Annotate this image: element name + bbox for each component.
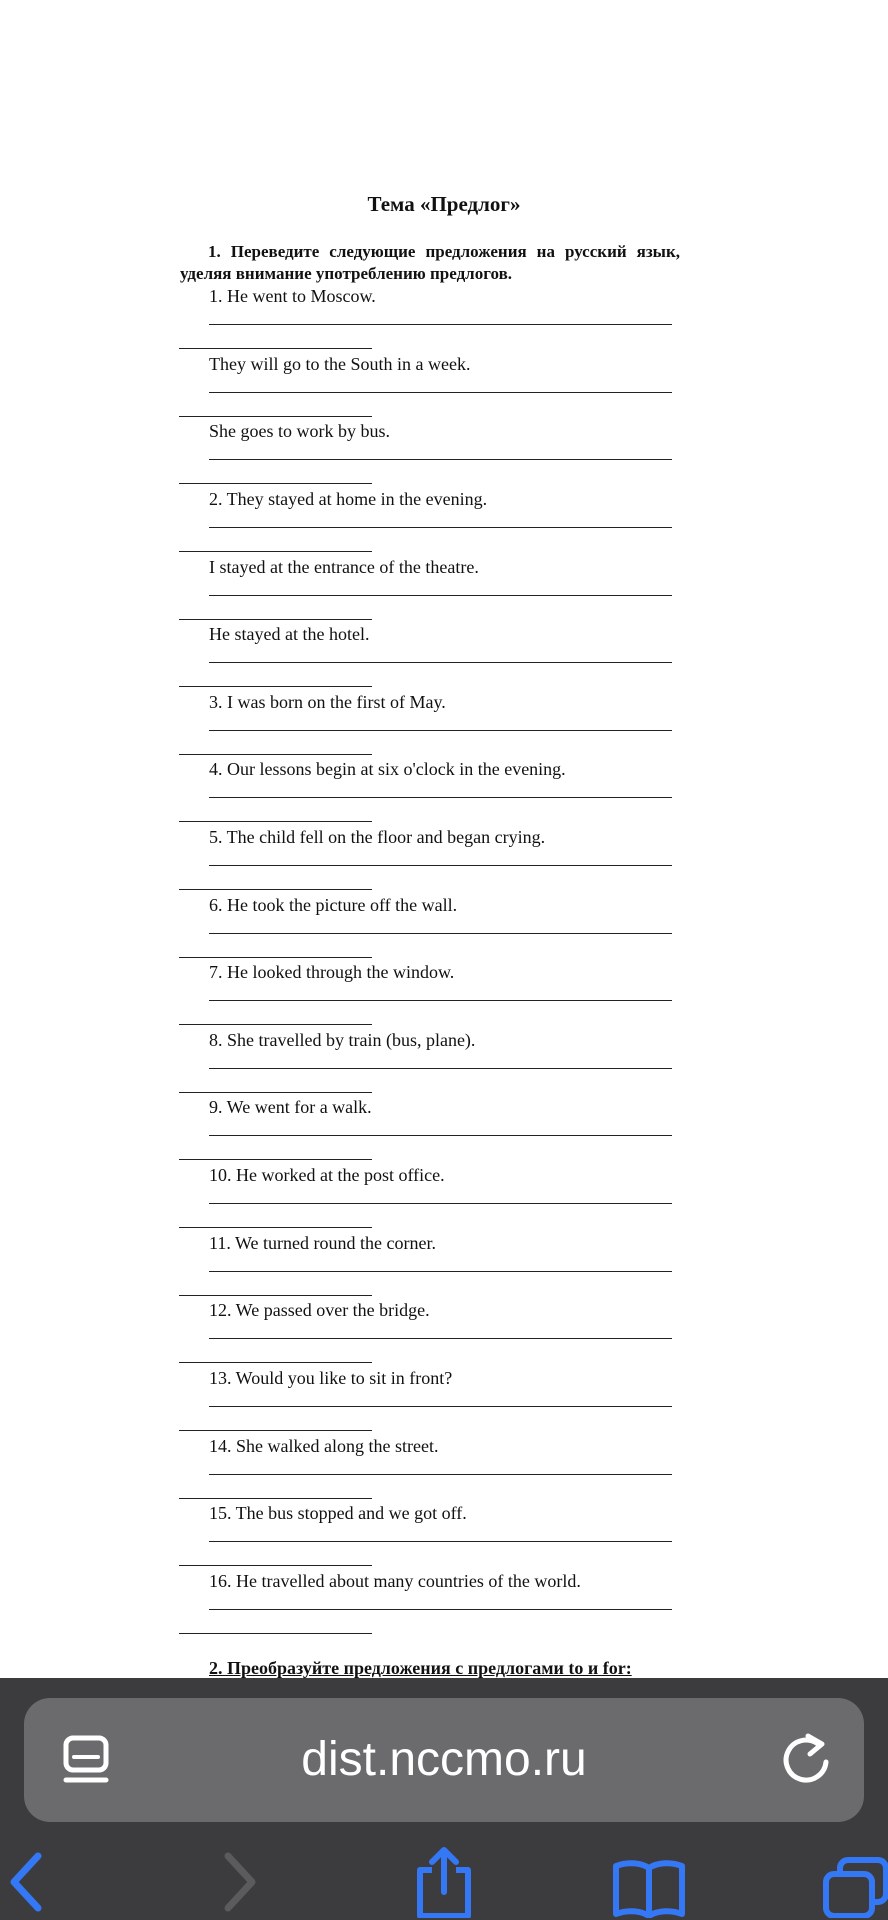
answer-line bbox=[209, 1609, 672, 1610]
list-item bbox=[0, 1436, 888, 1504]
bookmarks-icon[interactable] bbox=[612, 1858, 686, 1918]
list-item bbox=[0, 286, 888, 354]
answer-line bbox=[209, 1474, 672, 1475]
sentence-text: 7. He looked through the window. bbox=[209, 962, 455, 982]
answer-line bbox=[209, 730, 672, 731]
sentence-text: 10. He worked at the post office. bbox=[209, 1165, 445, 1185]
sentence-text: I stayed at the entrance of the theatre. bbox=[209, 557, 479, 577]
answer-line bbox=[179, 754, 372, 755]
answer-line bbox=[209, 1338, 672, 1339]
list-item bbox=[0, 624, 888, 692]
section-2-heading: 2. Преобразуйте предложения с предлогами to и for: bbox=[209, 1658, 632, 1678]
list-item bbox=[0, 1233, 888, 1301]
list-item bbox=[0, 962, 888, 1030]
list-item bbox=[0, 1300, 888, 1368]
list-item bbox=[0, 692, 888, 760]
answer-line bbox=[179, 619, 372, 620]
answer-line bbox=[179, 416, 372, 417]
url-text[interactable]: dist.nccmo.ru bbox=[301, 1733, 587, 1786]
answer-line bbox=[179, 1498, 372, 1499]
list-item bbox=[0, 354, 888, 422]
list-item bbox=[0, 827, 888, 895]
answer-line bbox=[209, 1135, 672, 1136]
sentence-text: 3. I was born on the first of May. bbox=[209, 692, 446, 712]
answer-line bbox=[209, 1271, 672, 1272]
sentence-text: 11. We turned round the corner. bbox=[209, 1233, 436, 1253]
sentence-text: 8. She travelled by train (bus, plane). bbox=[209, 1030, 476, 1050]
sentence-text: 14. She walked along the street. bbox=[209, 1436, 439, 1456]
list-item bbox=[0, 1097, 888, 1165]
list-item bbox=[0, 489, 888, 557]
answer-line bbox=[209, 1541, 672, 1542]
browser-toolbar bbox=[0, 1678, 888, 1920]
list-item bbox=[0, 759, 888, 827]
list-item bbox=[0, 895, 888, 963]
sentence-text: 13. Would you like to sit in front? bbox=[209, 1368, 453, 1388]
answer-line bbox=[179, 1430, 372, 1431]
page-title: Тема «Предлог» bbox=[367, 192, 521, 216]
answer-line bbox=[179, 1092, 372, 1093]
answer-line bbox=[179, 1024, 372, 1025]
sentence-text: 6. He took the picture off the wall. bbox=[209, 895, 458, 915]
answer-line bbox=[209, 933, 672, 934]
answer-line bbox=[179, 1295, 372, 1296]
list-item bbox=[0, 1571, 888, 1639]
sentence-text: 15. The bus stopped and we got off. bbox=[209, 1503, 467, 1523]
sentence-text: 16. He travelled about many countries of the world. bbox=[209, 1571, 581, 1591]
answer-line bbox=[179, 821, 372, 822]
list-item bbox=[0, 421, 888, 489]
exercise-instruction: 1. Переведите следующие предложения на русский язык, уделяя внимание употреблению предлогов. bbox=[180, 242, 680, 283]
answer-line bbox=[209, 392, 672, 393]
answer-line bbox=[179, 348, 372, 349]
sentence-text: 12. We passed over the bridge. bbox=[209, 1300, 430, 1320]
sentence-text: They will go to the South in a week. bbox=[209, 354, 471, 374]
answer-line bbox=[209, 527, 672, 528]
answer-line bbox=[209, 1000, 672, 1001]
list-item bbox=[0, 1503, 888, 1571]
answer-line bbox=[209, 797, 672, 798]
answer-line bbox=[209, 459, 672, 460]
answer-line bbox=[209, 1406, 672, 1407]
sentence-text: 9. We went for a walk. bbox=[209, 1097, 372, 1117]
answer-line bbox=[209, 324, 672, 325]
answer-line bbox=[179, 1362, 372, 1363]
answer-line bbox=[179, 1159, 372, 1160]
tabs-icon[interactable] bbox=[822, 1856, 888, 1918]
reload-icon[interactable] bbox=[780, 1732, 832, 1786]
list-item bbox=[0, 557, 888, 625]
answer-line bbox=[179, 686, 372, 687]
sentence-text: 1. He went to Moscow. bbox=[209, 286, 376, 306]
sentence-text: 4. Our lessons begin at six o'clock in the evening. bbox=[209, 759, 566, 779]
sentence-text: 5. The child fell on the floor and began crying. bbox=[209, 827, 546, 847]
sentence-text: He stayed at the hotel. bbox=[209, 624, 370, 644]
answer-line bbox=[179, 889, 372, 890]
answer-line bbox=[209, 1203, 672, 1204]
answer-line bbox=[179, 1633, 372, 1634]
sentence-text: She goes to work by bus. bbox=[209, 421, 390, 441]
answer-line bbox=[179, 483, 372, 484]
answer-line bbox=[209, 662, 672, 663]
answer-line bbox=[179, 1565, 372, 1566]
answer-line bbox=[179, 1227, 372, 1228]
answer-line bbox=[209, 865, 672, 866]
answer-line bbox=[179, 551, 372, 552]
answer-line bbox=[209, 595, 672, 596]
list-item bbox=[0, 1030, 888, 1098]
share-icon[interactable] bbox=[414, 1846, 474, 1918]
forward-icon bbox=[222, 1852, 258, 1912]
back-icon[interactable] bbox=[8, 1852, 44, 1912]
answer-line bbox=[209, 1068, 672, 1069]
list-item bbox=[0, 1165, 888, 1233]
answer-line bbox=[179, 957, 372, 958]
list-item bbox=[0, 1368, 888, 1436]
address-bar[interactable] bbox=[24, 1698, 864, 1822]
sentence-text: 2. They stayed at home in the evening. bbox=[209, 489, 488, 509]
